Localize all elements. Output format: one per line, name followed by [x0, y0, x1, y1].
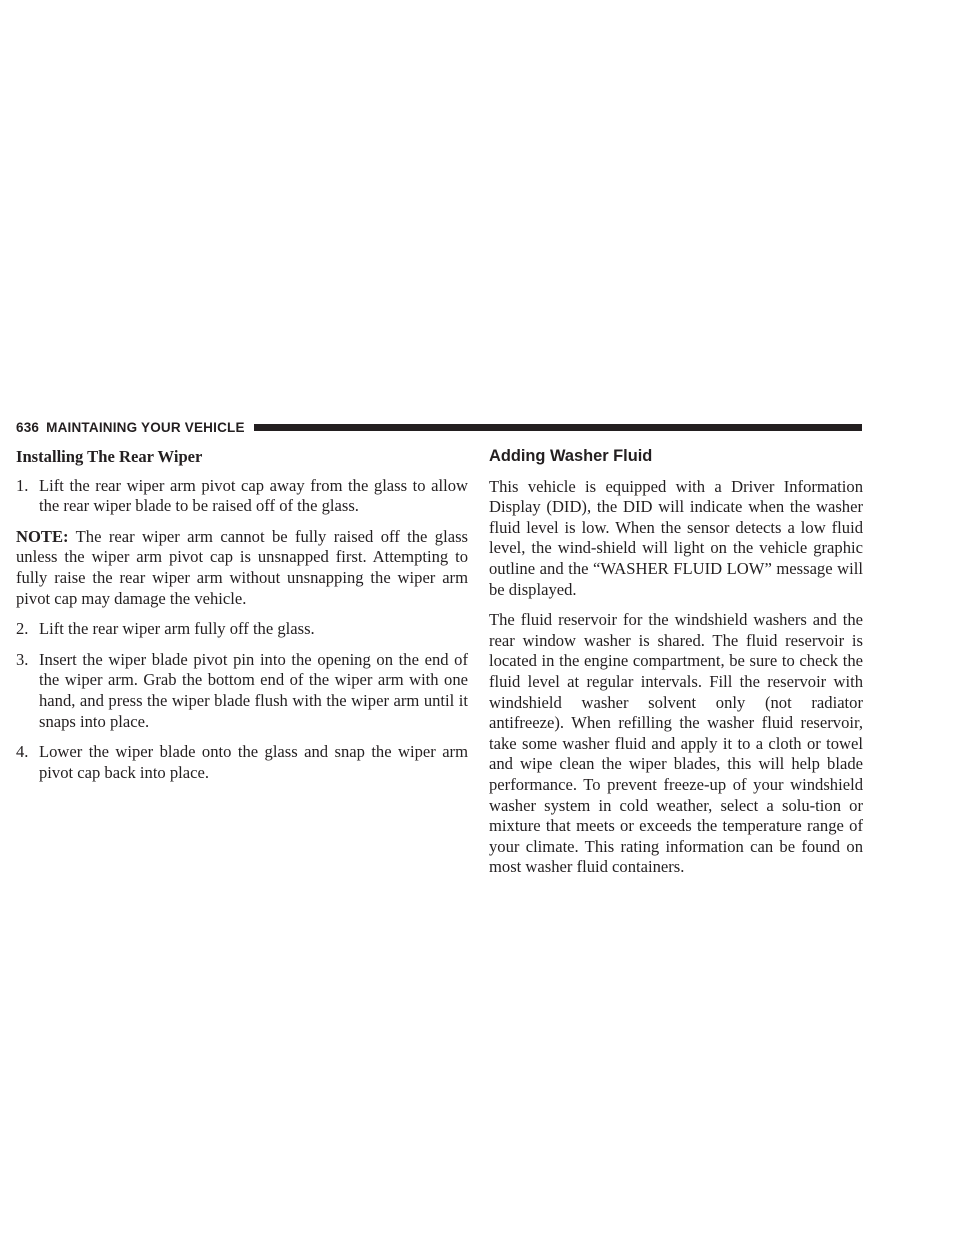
step-number: 3. — [16, 649, 29, 669]
step-number: 1. — [16, 475, 29, 495]
installing-rear-wiper-heading: Installing The Rear Wiper — [16, 447, 203, 466]
step-text: Lift the rear wiper arm fully off the glass. — [39, 619, 315, 639]
right-column — [489, 447, 863, 888]
step-1 — [16, 476, 468, 517]
step-text: Lower the wiper blade onto the glass and snap the wiper arm pivot cap back into place. — [39, 742, 468, 782]
step-2 — [16, 619, 468, 640]
page-header — [16, 418, 862, 436]
header-rule — [254, 424, 862, 431]
note-label: NOTE: — [16, 526, 69, 546]
washer-paragraph-1: This vehicle is equipped with a Driver Information Display (DID), the DID will indicate when the washer fluid level is low. When the sensor detects a low fluid level, the wind-shield will light on the vehicle graphic outline and the “WASHER FLUID LOW” message will be displayed. — [489, 476, 863, 599]
page-number: 636 — [16, 419, 40, 435]
step-text: Lift the rear wiper arm pivot cap away from the glass to allow the rear wiper blade to be raised off of the glass. — [39, 475, 468, 516]
step-text: Insert the wiper blade pivot pin into the opening on the end of the wiper arm. Grab the bottom end of the wiper arm with one hand, and press the wiper blade flush with the wiper arm until it snaps into place. — [39, 649, 468, 731]
note-text: The rear wiper arm cannot be fully raised off the glass unless the wiper arm pivot cap is unsnapped first. Attempting to fully raise the rear wiper arm without unsnapping the wiper arm pivot cap may damage the vehicle. — [16, 526, 468, 608]
note-paragraph — [16, 527, 468, 609]
left-column — [16, 447, 468, 793]
adding-washer-fluid-heading: Adding Washer Fluid — [489, 447, 653, 465]
step-number: 2. — [16, 619, 29, 639]
washer-paragraph-2: The fluid reservoir for the windshield washers and the rear window washer is shared. The fluid reservoir is located in the engine compartment, be sure to check the fluid level at regular intervals. Fill the reservoir with windshield washer solvent only (not radiator antifreeze). When refilling the washer fluid reservoir, take some washer fluid and apply it to a cloth or towel and wipe clean the wiper blades, this will help blade performance. To prevent freeze-up of your windshield washer system in cold weather, select a solu-tion or mixture that meets or exceeds the temperature range of your climate. This rating information can be found on most washer fluid containers. — [489, 610, 863, 877]
step-3 — [16, 650, 468, 732]
step-number: 4. — [16, 742, 29, 762]
section-title: MAINTAINING YOUR VEHICLE — [46, 419, 245, 435]
step-4 — [16, 742, 468, 783]
